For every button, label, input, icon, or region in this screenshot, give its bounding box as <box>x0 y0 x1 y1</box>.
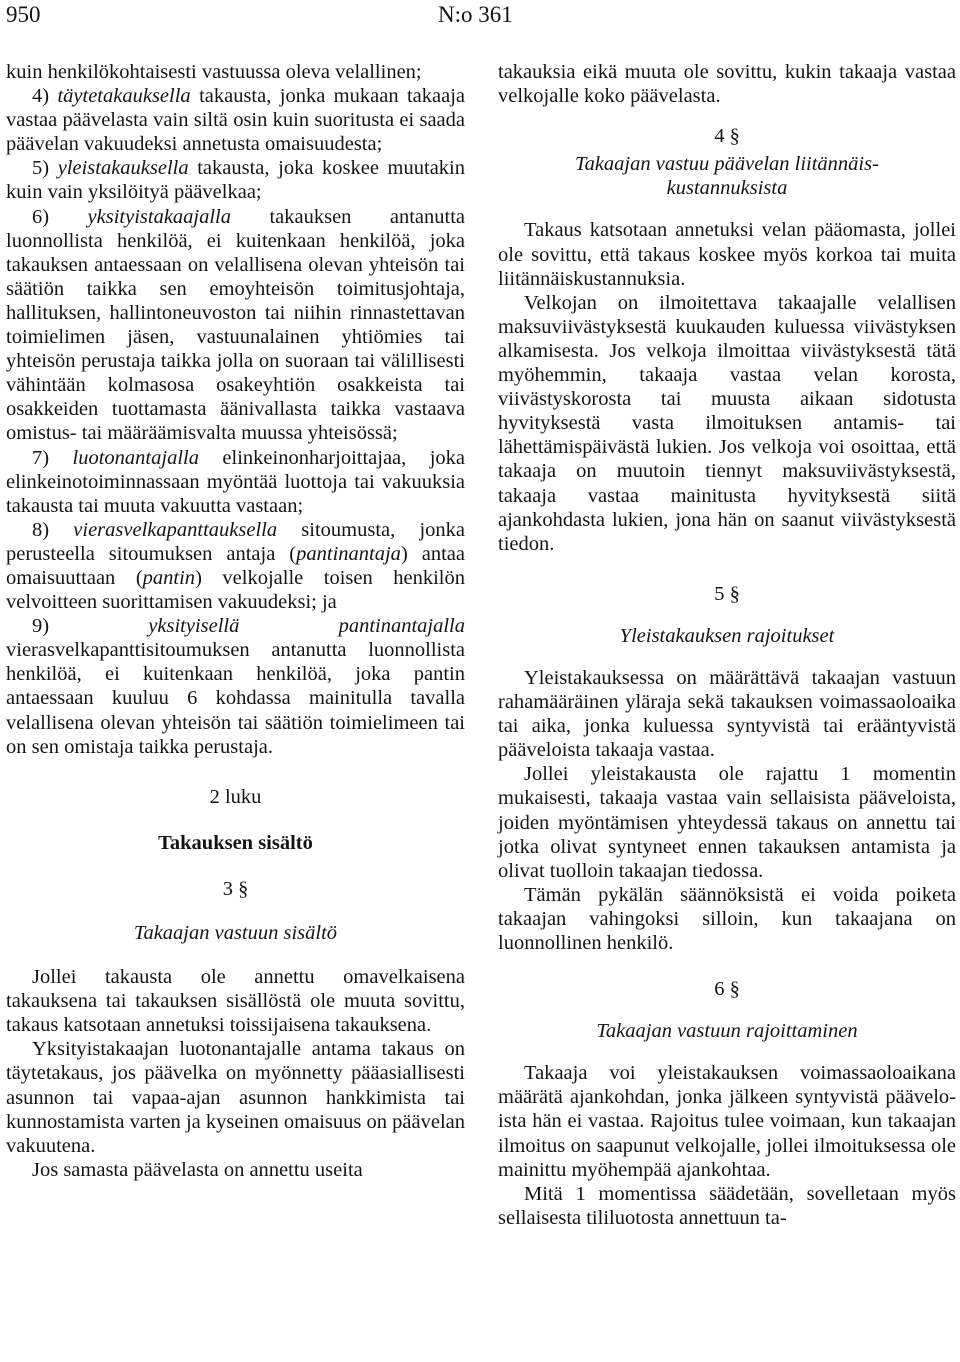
definition-text: sitoumusta, jonka perusteella sitoumuksen antaja ( <box>6 518 465 565</box>
defined-term: yksityistakaajalla <box>87 205 232 228</box>
definition-text: vierasvelkapanttisitoumuksen antanutta luonnollista henkilöä, ei kuitenkaan henkilöä, joka pantin antaessaan kuuluu 6 kohdassa mainitulla tavalla velallisena olevan yhteisön tai säätiön toimielimeen tai on sen omistaja taikka perustaja. <box>6 639 465 758</box>
right-column <box>498 60 956 1230</box>
item-number: 5) <box>32 157 58 180</box>
section-title: Takaajan vastuun sisältö <box>133 922 338 944</box>
defined-term: täytetakauksella <box>57 85 191 108</box>
definition-text: takausta, jonka mukaan takaaja vastaa päävelasta vain siltä osin kuin suoritusta ei saada päävelan vakuudeksi annetusta omaisuudesta; <box>6 85 465 156</box>
section-number: 6 § <box>714 978 740 1001</box>
section-title-line: kustannuksista <box>666 177 788 200</box>
section-title: Takaajan vastuun rajoittaminen <box>596 1020 858 1043</box>
paragraph: Takaus katsotaan annetuksi velan pääomasta, jollei ole sovittu, että takaus koskee myös korkoa tai muita liitännäiskustannuksia. <box>498 219 956 290</box>
paragraph: Jos samasta päävelasta on annettu useita <box>32 1158 363 1181</box>
page-header <box>0 0 960 40</box>
paragraph: takauksia eikä muuta ole sovittu, kukin takaaja vastaa velkojalle koko päävelasta. <box>498 61 956 108</box>
section-title <box>498 152 956 200</box>
paragraph: Velkojan on ilmoitettava takaajalle velallisen maksuviivästyksestä kuukauden kuluessa viivästyksen alkamisesta. Jos velkoja ilmoittaa viivästyksestä tätä myöhemmin, takaaja vastaa velan korosta, viivästyskorosta tai muusta aikaan sidotusta hyvityksestä vasta ilmoituksen antamis- tai lähettämispäivästä lukien. Jos velkoja voi osoittaa, että takaaja on muutoin tiennyt maksuviivästyksestä, takaaja vastaa mainitusta hyvityksestä siitä ajankohdasta lukien, jona hän on saanut viivästyksestä tiedon. <box>498 291 956 555</box>
defined-term: pantin <box>142 566 196 589</box>
definition-text: takausta, joka koskee muutakin kuin vain yksilöityä päävelkaa; <box>6 157 465 204</box>
page-number: 950 <box>6 2 41 27</box>
defined-term: luotonantajalla <box>72 446 199 469</box>
item-number: 6) <box>32 205 88 228</box>
paragraph: kuin henkilökohtaisesti vastuussa oleva velallinen; <box>6 61 422 83</box>
defined-term: yleistakauksella <box>57 157 189 180</box>
section-title-line: Takaajan vastuu päävelan liitännäis- <box>575 153 879 176</box>
item-number: 4) <box>32 85 58 108</box>
defined-term: pantinantaja <box>296 542 401 565</box>
left-column <box>6 60 465 1182</box>
definition-item-8 <box>6 518 465 614</box>
section-title: Yleistakauksen rajoitukset <box>619 624 835 647</box>
definition-text: ) antaa omaisuuttaan ( <box>6 542 465 589</box>
issue-number: N:o 361 <box>438 2 513 27</box>
section-number: 5 § <box>714 582 740 605</box>
definition-text: elinkeinonharjoittajaa, joka elinkeinotoiminnassaan myöntää luottoja tai vakuuksia takausta tai muuta vakuutta vastaan; <box>6 446 466 517</box>
chapter-title: Takauksen sisältö <box>158 831 313 854</box>
defined-term: yksityisellä pantinantajalla <box>148 615 465 638</box>
paragraph: Tämän pykälän säännöksistä ei voida poiketa takaajan vahingoksi silloin, kun takaajana on luonnollinen henkilö. <box>498 883 956 954</box>
item-number: 7) <box>32 446 73 469</box>
paragraph: Yksityistakaajan luotonantajalle antama takaus on täytetakaus, jos päävelka on myönnetty pääasiallisesti asunnon tai vapaa-ajan asunnon hankkimista tai kunnostamista varten ja kyseinen omaisuus on päävelan vakuutena. <box>6 1038 465 1157</box>
definition-item-4 <box>6 84 465 156</box>
definition-item-7 <box>6 446 465 518</box>
definition-text: takauksen antanutta luonnollista henkilöä, ei kuitenkaan henkilöä, joka takauksen antaessaan on velallisena olevan yhteisön tai säätiön taikka sen emoyhteisön toimitusjohtaja, hallituksen, hallintoneuvoston tai niihin rinnastettavan toimielimen jäsen, vastuunalainen yhtiömies tai yhteisön perustaja taikka jolla on suoraan tai välillisesti vähintään kolmasosa osakeyhtiön osakkeista tai osakkeiden tuottamasta äänivallasta taikka vastaava omistus- tai määräämisvalta muussa yhteisössä; <box>6 205 466 445</box>
item-number: 8) <box>32 518 74 541</box>
paragraph: Mitä 1 momentissa säädetään, sovelletaan myös sellaisesta tililuotosta annettuun ta- <box>498 1182 956 1229</box>
defined-term: vierasvelkapanttauksella <box>73 518 278 541</box>
section-number: 4 § <box>714 125 740 148</box>
paragraph: Yleistakauksessa on määrättävä takaajan vastuun rahamääräinen yläraja sekä takauksen voimassaoloaika tai aika, jonka kuluessa syntyvistä tai erääntyvistä pääveloista takaaja vastaa. <box>498 666 956 762</box>
paragraph: Jollei yleistakausta ole rajattu 1 momentin mukaisesti, takaaja vastaa vain sellaisista pääveloista, joiden myöntämisen yhteydessä takaus on annettu tai jotka olivat syntyneet ennen takauksen antamista ja olivat tuolloin takaajan tiedossa. <box>498 763 956 882</box>
definition-item-6 <box>6 205 465 446</box>
chapter-number: 2 luku <box>209 785 262 808</box>
item-number: 9) <box>32 615 149 638</box>
definition-item-9 <box>6 614 465 759</box>
paragraph: Jollei takausta ole annettu omavelkaisena takauksena tai takauksen sisällöstä ole muuta sovittu, takaus katsotaan annetuksi toissijaisena takauksena. <box>6 966 465 1037</box>
section-number: 3 § <box>222 877 249 900</box>
definition-text: ) velkojalle toisen henkilön velvoitteen suorittamisen vakuudeksi; ja <box>6 566 465 614</box>
paragraph: Takaaja voi yleistakauksen voimassaoloaikana määrätä ajankohdan, jonka jälkeen syntyvistä pääveloista hän ei vastaa. Rajoitus tulee voimaan, kun takaajan ilmoitus on saapunut velkojalle, jollei ilmoituksessa ole mainittu myöhempää ajankohtaa. <box>498 1062 956 1181</box>
definition-item-5 <box>6 156 465 204</box>
